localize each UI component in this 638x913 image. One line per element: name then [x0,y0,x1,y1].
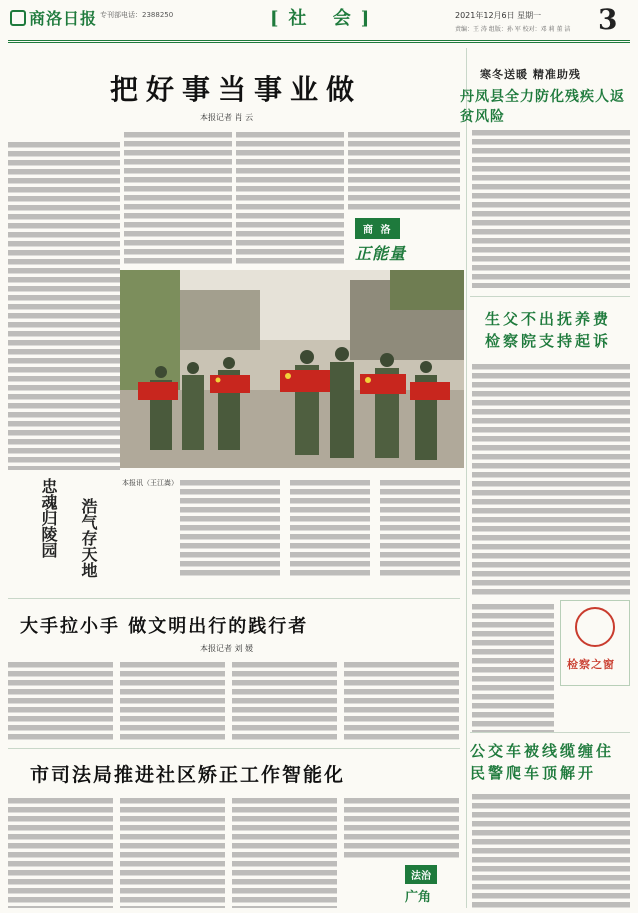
main-text-column-3 [236,130,344,266]
editors-credit: 责编：王 涛 组版：孙 军 校对：邓 莉 董 洁 [455,26,571,33]
legal-corner-logo [405,864,457,906]
bottom-headline: 市司法局推进社区矫正工作智能化 [30,764,346,786]
photo-caption-column-1 [180,478,280,578]
bottom-text-column-3 [232,796,337,908]
bottom-text-column-2 [120,796,225,908]
dateline: 2021年12月6日 星期一 [455,11,542,20]
main-text-column-1 [8,140,120,470]
right-story2-headline [485,308,611,352]
right-story1-text [472,128,630,288]
main-byline: 本报记者 肖 云 [200,113,254,122]
edition-phone: 专刊部电话：2388250 [100,11,174,19]
main-headline: 把好事当事业做 [110,73,363,106]
right-divider-2 [470,732,630,733]
right-divider-1 [470,296,630,297]
section-title: [社 会] [270,8,380,29]
newspaper-logo: 商洛日报 [10,6,97,29]
right-story3-line1: 公交车被线缆缠住 [470,742,615,760]
photo-caption-column-3 [380,478,460,578]
right-story1-kicker: 寒冬送暖 精准助残 [480,68,581,81]
calligraphy-left: 忠魂归陵园 [39,478,58,558]
emblem-text: 检察之窗 [567,658,615,671]
page-number: 3 [598,3,618,36]
photo-byline: 本报讯（王江嵩） [122,479,178,487]
badge-bottom: 正能量 [355,244,407,263]
right-story2-text-continued [472,602,554,732]
right-story2-text [472,362,630,598]
masthead-rule [8,40,630,41]
column-divider [466,48,467,908]
legal-logo-top: 法治 [405,865,437,884]
bottom-text-column-1 [8,796,113,908]
mid-byline: 本报记者 刘 媛 [200,644,254,653]
mid-text-column-4 [344,660,459,740]
right-story2-line1: 生父不出抚养费 [485,310,612,328]
calligraphy-right: 浩气存天地 [79,498,98,578]
mid-divider [8,598,460,599]
main-text-column-4 [348,130,460,212]
logo-icon [10,10,26,26]
masthead [0,0,638,42]
right-story3-headline [470,740,614,784]
emblem-seal-icon [575,607,615,647]
mid-text-column-2 [120,660,225,740]
right-story1-headline: 丹凤县全力防化残疾人返贫风险 [460,89,625,125]
procuratorate-emblem [560,600,630,686]
mid-text-column-1 [8,660,113,740]
positive-energy-badge [355,218,450,266]
photo-caption-column-2 [290,478,370,578]
badge-top: 商 洛 [355,218,400,239]
bottom-text-column-4 [344,796,459,858]
news-photo [120,270,464,468]
mid-headline: 大手拉小手 做文明出行的践行者 [20,616,309,637]
mid-text-column-3 [232,660,337,740]
bottom-divider [8,748,460,749]
legal-logo-bottom: 广角 [405,890,432,905]
masthead-rule-2 [8,42,630,43]
photo-illustration [120,270,464,468]
main-text-column-2 [124,130,232,266]
right-story3-line2: 民警爬车顶解开 [470,764,597,782]
right-story2-line2: 检察院支持起诉 [485,332,612,350]
right-story3-text [472,792,630,908]
